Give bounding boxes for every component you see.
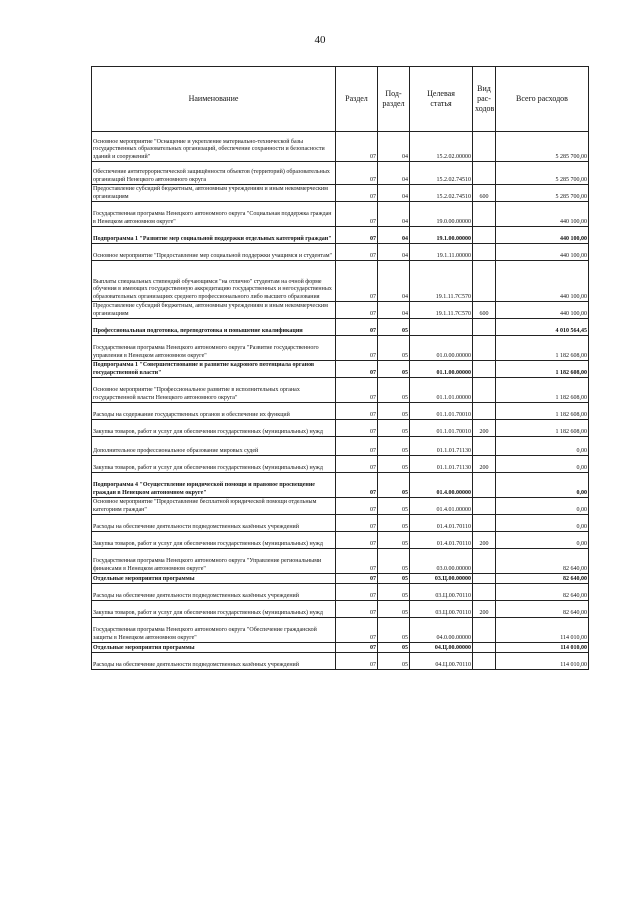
row-target bbox=[410, 319, 473, 336]
table-row bbox=[92, 132, 589, 162]
header-target: Целевая статья bbox=[410, 67, 473, 132]
row-amount: 1 182 608,00 bbox=[496, 378, 589, 403]
row-subsection: 04 bbox=[378, 132, 410, 162]
table-row bbox=[92, 498, 589, 515]
row-name: Обеспечение антитеррористической защищённости объектов (территорий) образовательных организаций Ненецкого автономного округа bbox=[92, 162, 336, 185]
row-subsection: 05 bbox=[378, 361, 410, 378]
row-name: Подпрограмма 1 "Развитие мер социальной поддержки отдельных категорий граждан" bbox=[92, 227, 336, 244]
row-type bbox=[473, 244, 496, 261]
row-section: 07 bbox=[336, 132, 378, 162]
table-row bbox=[92, 473, 589, 498]
row-section: 07 bbox=[336, 574, 378, 584]
row-name: Государственная программа Ненецкого автономного округа "Обеспечение гражданской защиты в Ненецком автономном округе" bbox=[92, 618, 336, 643]
row-target: 01.1.01.71130 bbox=[410, 437, 473, 456]
row-section: 07 bbox=[336, 643, 378, 653]
row-target: 03.Ц.00.70110 bbox=[410, 584, 473, 601]
row-name: Профессиональная подготовка, переподготовка и повышение квалификации bbox=[92, 319, 336, 336]
row-amount: 0,00 bbox=[496, 473, 589, 498]
row-name: Закупка товаров, работ и услуг для обеспечения государственных (муниципальных) нужд bbox=[92, 456, 336, 473]
row-section: 07 bbox=[336, 185, 378, 202]
row-name: Государственная программа Ненецкого автономного округа "Управление региональными финансами в Ненецком автономном округе" bbox=[92, 549, 336, 574]
row-name: Отдельные мероприятия программы bbox=[92, 643, 336, 653]
row-type bbox=[473, 132, 496, 162]
row-section: 07 bbox=[336, 420, 378, 437]
table-row bbox=[92, 185, 589, 202]
row-type bbox=[473, 437, 496, 456]
row-name: Расходы на обеспечение деятельности подведомственных казённых учреждений bbox=[92, 515, 336, 532]
row-name: Основное мероприятие "Предоставление бесплатной юридической помощи отдельным категориям граждан" bbox=[92, 498, 336, 515]
row-name: Закупка товаров, работ и услуг для обеспечения государственных (муниципальных) нужд bbox=[92, 601, 336, 618]
row-target: 01.4.01.70110 bbox=[410, 532, 473, 549]
row-target: 01.1.01.70010 bbox=[410, 420, 473, 437]
row-section: 07 bbox=[336, 549, 378, 574]
row-section: 07 bbox=[336, 336, 378, 361]
row-amount: 0,00 bbox=[496, 515, 589, 532]
row-target: 04.Ц.00.70110 bbox=[410, 653, 473, 670]
row-amount: 440 100,00 bbox=[496, 202, 589, 227]
row-section: 07 bbox=[336, 202, 378, 227]
row-name: Закупка товаров, работ и услуг для обеспечения государственных (муниципальных) нужд bbox=[92, 420, 336, 437]
row-section: 07 bbox=[336, 227, 378, 244]
row-name: Расходы на обеспечение деятельности подведомственных казённых учреждений bbox=[92, 653, 336, 670]
row-type bbox=[473, 498, 496, 515]
row-section: 07 bbox=[336, 378, 378, 403]
row-name: Закупка товаров, работ и услуг для обеспечения государственных (муниципальных) нужд bbox=[92, 532, 336, 549]
row-name: Дополнительное профессиональное образование мировых судей bbox=[92, 437, 336, 456]
row-subsection: 04 bbox=[378, 302, 410, 319]
row-type bbox=[473, 473, 496, 498]
table-row bbox=[92, 420, 589, 437]
table-row bbox=[92, 162, 589, 185]
row-subsection: 05 bbox=[378, 549, 410, 574]
header-amount: Всего расходов bbox=[496, 67, 589, 132]
table-row bbox=[92, 618, 589, 643]
row-target: 01.4.01.70110 bbox=[410, 515, 473, 532]
row-amount: 1 182 608,00 bbox=[496, 336, 589, 361]
row-section: 07 bbox=[336, 319, 378, 336]
row-target: 19.1.11.7С570 bbox=[410, 261, 473, 302]
header-name: Наименование bbox=[92, 67, 336, 132]
row-target: 03.Ц.00.00000 bbox=[410, 574, 473, 584]
row-subsection: 05 bbox=[378, 420, 410, 437]
row-amount: 440 100,00 bbox=[496, 244, 589, 261]
row-amount: 1 182 608,00 bbox=[496, 403, 589, 420]
row-type bbox=[473, 618, 496, 643]
table-row bbox=[92, 549, 589, 574]
row-type bbox=[473, 261, 496, 302]
row-type bbox=[473, 378, 496, 403]
row-name: Подпрограмма 1 "Совершенствование и развитие кадрового потенциала органов государственной власти" bbox=[92, 361, 336, 378]
row-subsection: 05 bbox=[378, 473, 410, 498]
row-name: Государственная программа Ненецкого автономного округа "Социальная поддержка граждан в Ненецком автономном округе" bbox=[92, 202, 336, 227]
row-type bbox=[473, 403, 496, 420]
row-target: 03.0.00.00000 bbox=[410, 549, 473, 574]
row-name: Основное мероприятие "Оснащение и укрепление материально-технической базы государственных образовательных организаций, обеспечение сохранности и безопасности зданий и сооружений" bbox=[92, 132, 336, 162]
table-row bbox=[92, 584, 589, 601]
row-amount: 0,00 bbox=[496, 456, 589, 473]
row-target: 01.1.01.70010 bbox=[410, 403, 473, 420]
row-subsection: 05 bbox=[378, 653, 410, 670]
row-name: Предоставление субсидий бюджетным, автономным учреждениям и иным некоммерческим организациям bbox=[92, 185, 336, 202]
row-subsection: 04 bbox=[378, 244, 410, 261]
row-type bbox=[473, 361, 496, 378]
row-name: Подпрограмма 4 "Осуществление юридической помощи и правовое просвещение граждан в Ненецком автономном округе" bbox=[92, 473, 336, 498]
row-amount: 114 010,00 bbox=[496, 643, 589, 653]
row-subsection: 04 bbox=[378, 162, 410, 185]
row-name: Расходы на содержание государственных органов и обеспечение их функций bbox=[92, 403, 336, 420]
row-subsection: 04 bbox=[378, 227, 410, 244]
table-row bbox=[92, 403, 589, 420]
row-subsection: 05 bbox=[378, 378, 410, 403]
row-type bbox=[473, 515, 496, 532]
row-subsection: 05 bbox=[378, 498, 410, 515]
row-subsection: 05 bbox=[378, 574, 410, 584]
row-name: Предоставление субсидий бюджетным, автономным учреждениям и иным некоммерческим организациям bbox=[92, 302, 336, 319]
table-body bbox=[92, 132, 589, 670]
row-type bbox=[473, 162, 496, 185]
row-section: 07 bbox=[336, 361, 378, 378]
row-amount: 0,00 bbox=[496, 437, 589, 456]
table-row bbox=[92, 437, 589, 456]
row-name: Основное мероприятие "Предоставление мер социальной поддержки учащимся и студентам" bbox=[92, 244, 336, 261]
row-target: 19.1.11.00000 bbox=[410, 244, 473, 261]
row-target: 03.Ц.00.70110 bbox=[410, 601, 473, 618]
row-amount: 82 640,00 bbox=[496, 601, 589, 618]
row-section: 07 bbox=[336, 162, 378, 185]
table-header-row bbox=[92, 67, 589, 132]
row-subsection: 05 bbox=[378, 456, 410, 473]
row-type bbox=[473, 319, 496, 336]
row-type bbox=[473, 227, 496, 244]
row-amount: 114 010,00 bbox=[496, 653, 589, 670]
row-target: 01.4.01.00000 bbox=[410, 498, 473, 515]
table-row bbox=[92, 261, 589, 302]
header-type: Вид рас- ходов bbox=[473, 67, 496, 132]
row-amount: 4 010 564,45 bbox=[496, 319, 589, 336]
table-row bbox=[92, 336, 589, 361]
table-row bbox=[92, 643, 589, 653]
table-row bbox=[92, 574, 589, 584]
row-amount: 82 640,00 bbox=[496, 574, 589, 584]
row-target: 01.1.01.71130 bbox=[410, 456, 473, 473]
table-row bbox=[92, 515, 589, 532]
row-type: 200 bbox=[473, 601, 496, 618]
page-number: 40 bbox=[314, 34, 326, 46]
row-target: 01.0.00.00000 bbox=[410, 336, 473, 361]
row-type: 600 bbox=[473, 185, 496, 202]
row-type: 200 bbox=[473, 456, 496, 473]
row-amount: 114 010,00 bbox=[496, 618, 589, 643]
table-row bbox=[92, 361, 589, 378]
table-row bbox=[92, 653, 589, 670]
row-section: 07 bbox=[336, 601, 378, 618]
row-amount: 1 182 608,00 bbox=[496, 420, 589, 437]
row-section: 07 bbox=[336, 498, 378, 515]
row-subsection: 05 bbox=[378, 643, 410, 653]
row-subsection: 04 bbox=[378, 185, 410, 202]
row-target: 19.0.00.00000 bbox=[410, 202, 473, 227]
row-target: 04.0.00.00000 bbox=[410, 618, 473, 643]
row-subsection: 04 bbox=[378, 261, 410, 302]
row-type bbox=[473, 653, 496, 670]
row-amount: 82 640,00 bbox=[496, 584, 589, 601]
row-subsection: 05 bbox=[378, 532, 410, 549]
row-type bbox=[473, 336, 496, 361]
row-target: 01.1.01.00000 bbox=[410, 378, 473, 403]
header-section: Раздел bbox=[336, 67, 378, 132]
row-name: Выплаты специальных стипендий обучающимся "на отлично" студентам на очной форме обучения в имеющих государственную аккредитацию государственных и негосударственных образовательных организациях среднего профессионального либо высшего образования bbox=[92, 261, 336, 302]
row-amount: 0,00 bbox=[496, 498, 589, 515]
row-target: 19.1.11.7С570 bbox=[410, 302, 473, 319]
row-type bbox=[473, 574, 496, 584]
row-name: Отдельные мероприятия программы bbox=[92, 574, 336, 584]
row-subsection: 05 bbox=[378, 618, 410, 643]
row-subsection: 05 bbox=[378, 584, 410, 601]
row-type bbox=[473, 549, 496, 574]
table-row bbox=[92, 601, 589, 618]
row-section: 07 bbox=[336, 584, 378, 601]
table-row bbox=[92, 227, 589, 244]
row-type bbox=[473, 584, 496, 601]
row-target: 15.2.02.74510 bbox=[410, 185, 473, 202]
budget-table bbox=[91, 66, 589, 670]
row-target: 01.4.00.00000 bbox=[410, 473, 473, 498]
table-row bbox=[92, 319, 589, 336]
row-name: Расходы на обеспечение деятельности подведомственных казённых учреждений bbox=[92, 584, 336, 601]
row-subsection: 05 bbox=[378, 437, 410, 456]
row-target: 01.1.00.00000 bbox=[410, 361, 473, 378]
row-type bbox=[473, 202, 496, 227]
row-subsection: 05 bbox=[378, 319, 410, 336]
row-section: 07 bbox=[336, 261, 378, 302]
row-name: Государственная программа Ненецкого автономного округа "Развитие государственного управления в Ненецком автономном округе" bbox=[92, 336, 336, 361]
header-subsection: Под- раздел bbox=[378, 67, 410, 132]
row-amount: 0,00 bbox=[496, 532, 589, 549]
row-target: 15.2.02.00000 bbox=[410, 132, 473, 162]
row-section: 07 bbox=[336, 532, 378, 549]
row-subsection: 05 bbox=[378, 515, 410, 532]
row-section: 07 bbox=[336, 618, 378, 643]
row-target: 04.Ц.00.00000 bbox=[410, 643, 473, 653]
row-amount: 5 285 700,00 bbox=[496, 162, 589, 185]
row-section: 07 bbox=[336, 515, 378, 532]
row-section: 07 bbox=[336, 437, 378, 456]
row-section: 07 bbox=[336, 456, 378, 473]
table-row bbox=[92, 302, 589, 319]
row-name: Основное мероприятие "Профессиональное развитие в исполнительных органах государственной власти Ненецкого автономного округа" bbox=[92, 378, 336, 403]
row-section: 07 bbox=[336, 403, 378, 420]
row-subsection: 04 bbox=[378, 202, 410, 227]
table-row bbox=[92, 378, 589, 403]
row-section: 07 bbox=[336, 302, 378, 319]
row-target: 19.1.00.00000 bbox=[410, 227, 473, 244]
row-amount: 1 182 608,00 bbox=[496, 361, 589, 378]
row-subsection: 05 bbox=[378, 336, 410, 361]
row-subsection: 05 bbox=[378, 601, 410, 618]
row-type: 600 bbox=[473, 302, 496, 319]
row-type: 200 bbox=[473, 532, 496, 549]
row-amount: 440 100,00 bbox=[496, 261, 589, 302]
row-subsection: 05 bbox=[378, 403, 410, 420]
table-row bbox=[92, 456, 589, 473]
table-row bbox=[92, 244, 589, 261]
table-row bbox=[92, 532, 589, 549]
row-amount: 5 285 700,00 bbox=[496, 132, 589, 162]
row-target: 15.2.02.74510 bbox=[410, 162, 473, 185]
row-section: 07 bbox=[336, 473, 378, 498]
row-type: 200 bbox=[473, 420, 496, 437]
row-amount: 5 285 700,00 bbox=[496, 185, 589, 202]
row-type bbox=[473, 643, 496, 653]
row-section: 07 bbox=[336, 653, 378, 670]
row-section: 07 bbox=[336, 244, 378, 261]
row-amount: 82 640,00 bbox=[496, 549, 589, 574]
row-amount: 440 100,00 bbox=[496, 302, 589, 319]
row-amount: 440 100,00 bbox=[496, 227, 589, 244]
table-row bbox=[92, 202, 589, 227]
